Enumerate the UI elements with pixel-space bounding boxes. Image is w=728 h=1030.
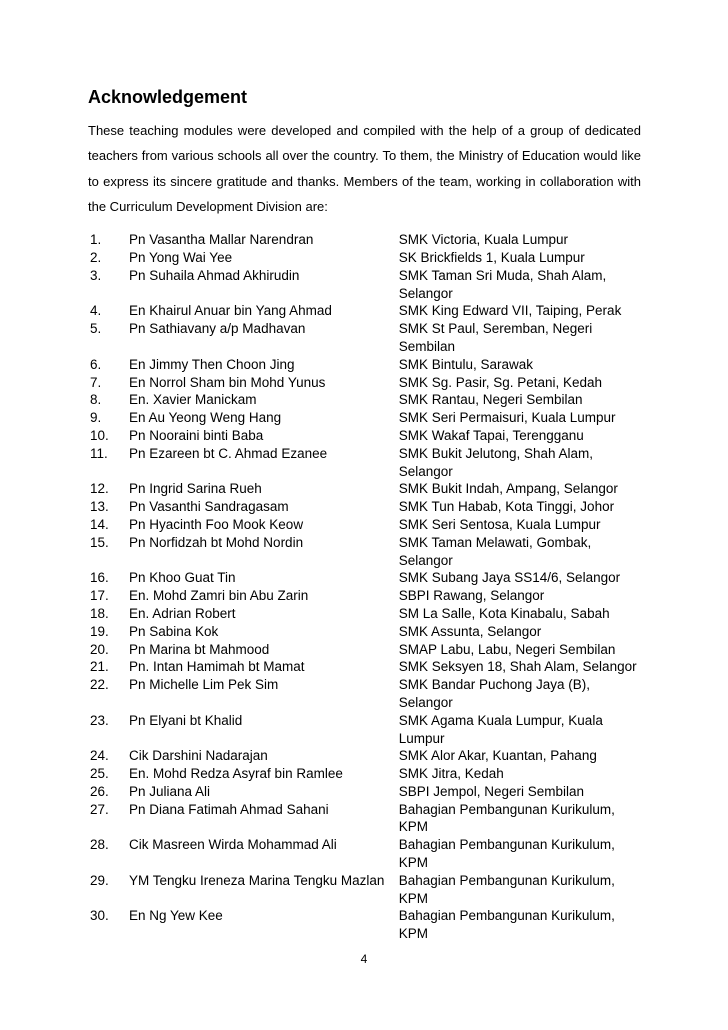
- member-number: 23.: [90, 712, 109, 728]
- member-school: SBPI Rawang, Selangor: [398, 588, 545, 604]
- member-row: [90, 712, 641, 748]
- intro-paragraph: These teaching modules were developed and compiled with the help of a group of dedicated teachers from various schools all over the country. To them, the Ministry of Education would like to express its sincere gratitude and thanks. Members of the team, working in collaboration with the Curriculum Development Division are:: [88, 123, 641, 214]
- member-name: Pn Vasanthi Sandragasam: [128, 499, 289, 515]
- member-row: [90, 658, 641, 676]
- member-name: Cik Masreen Wirda Mohammad Ali: [128, 837, 337, 853]
- document-page: [88, 86, 641, 943]
- member-number: 29.: [90, 872, 109, 888]
- member-number: 22.: [90, 677, 109, 693]
- member-number: 30.: [90, 908, 109, 924]
- member-school: Bahagian Pembangunan Kurikulum, KPM: [398, 908, 615, 942]
- member-school: SMAP Labu, Labu, Negeri Sembilan: [398, 641, 616, 657]
- member-name: Pn Diana Fatimah Ahmad Sahani: [128, 801, 329, 817]
- member-row: [90, 534, 641, 570]
- page-number: 4: [360, 952, 368, 966]
- member-name: En Ng Yew Kee: [128, 908, 223, 924]
- member-name: Pn Sathiavany a/p Madhavan: [128, 321, 306, 337]
- member-name: Pn Ingrid Sarina Rueh: [128, 481, 262, 497]
- member-name: Pn Elyani bt Khalid: [128, 712, 243, 728]
- member-school: SM La Salle, Kota Kinabalu, Sabah: [398, 605, 610, 621]
- member-number: 21.: [90, 659, 109, 675]
- member-school: SMK Taman Melawati, Gombak, Selangor: [398, 534, 592, 568]
- member-row: [90, 427, 641, 445]
- member-name: YM Tengku Ireneza Marina Tengku Mazlan: [128, 872, 385, 888]
- member-number: 18.: [90, 605, 109, 621]
- member-school: SMK Victoria, Kuala Lumpur: [398, 232, 569, 248]
- member-number: 2.: [90, 249, 102, 265]
- member-number: 7.: [90, 374, 102, 390]
- member-number: 14.: [90, 516, 109, 532]
- member-row: [90, 320, 641, 356]
- member-row: [90, 409, 641, 427]
- member-number: 1.: [90, 232, 102, 248]
- member-school: SMK St Paul, Seremban, Negeri Sembilan: [398, 321, 593, 354]
- member-row: [90, 587, 641, 605]
- member-row: [90, 836, 641, 872]
- member-number: 25.: [90, 766, 109, 782]
- member-school: SMK Alor Akar, Kuantan, Pahang: [398, 748, 597, 764]
- member-name: Pn Ezareen bt C. Ahmad Ezanee: [128, 445, 328, 461]
- member-school: SMK Seri Sentosa, Kuala Lumpur: [398, 516, 601, 532]
- member-row: [90, 872, 641, 908]
- member-row: [90, 516, 641, 534]
- member-row: [90, 231, 641, 249]
- member-name: Pn Vasantha Mallar Narendran: [128, 232, 314, 248]
- member-school: SK Brickfields 1, Kuala Lumpur: [398, 249, 585, 265]
- member-number: 19.: [90, 623, 109, 639]
- member-row: [90, 267, 641, 303]
- member-number: 10.: [90, 427, 109, 443]
- member-name: En Norrol Sham bin Mohd Yunus: [128, 374, 326, 390]
- member-school: SMK Assunta, Selangor: [398, 623, 542, 639]
- member-number: 28.: [90, 837, 109, 853]
- member-number: 27.: [90, 801, 109, 817]
- member-name: Cik Darshini Nadarajan: [128, 748, 268, 764]
- member-school: SMK Sg. Pasir, Sg. Petani, Kedah: [398, 374, 603, 390]
- member-school: Bahagian Pembangunan Kurikulum, KPM: [398, 872, 615, 906]
- member-school: SBPI Jempol, Negeri Sembilan: [398, 783, 585, 799]
- member-name: En Khairul Anuar bin Yang Ahmad: [128, 303, 332, 319]
- member-row: [90, 302, 641, 320]
- member-row: [90, 498, 641, 516]
- member-school: SMK Agama Kuala Lumpur, Kuala Lumpur: [398, 712, 603, 746]
- member-name: Pn Yong Wai Yee: [128, 249, 233, 265]
- member-name: Pn Nooraini binti Baba: [128, 427, 264, 443]
- member-name: Pn Marina bt Mahmood: [128, 641, 270, 657]
- member-name: Pn Michelle Lim Pek Sim: [128, 677, 279, 693]
- member-number: 16.: [90, 570, 109, 586]
- page-title: Acknowledgement: [88, 87, 248, 107]
- member-name: En. Xavier Manickam: [128, 392, 257, 408]
- member-table: [90, 231, 641, 943]
- member-name: En. Mohd Redza Asyraf bin Ramlee: [128, 766, 343, 782]
- member-school: SMK Jitra, Kedah: [398, 766, 504, 782]
- member-row: [90, 783, 641, 801]
- member-number: 17.: [90, 588, 109, 604]
- member-school: SMK Bandar Puchong Jaya (B), Selangor: [398, 677, 591, 710]
- member-number: 6.: [90, 356, 102, 372]
- member-school: SMK Rantau, Negeri Sembilan: [398, 392, 583, 408]
- member-name: En. Adrian Robert: [128, 605, 236, 621]
- member-row: [90, 801, 641, 837]
- member-row: [90, 623, 641, 641]
- member-number: 5.: [90, 321, 102, 337]
- member-school: SMK Bintulu, Sarawak: [398, 356, 534, 372]
- member-number: 3.: [90, 267, 102, 283]
- member-number: 13.: [90, 499, 109, 515]
- member-list: [90, 231, 641, 943]
- member-name: En. Mohd Zamri bin Abu Zarin: [128, 588, 309, 604]
- member-number: 8.: [90, 392, 102, 408]
- member-row: [90, 480, 641, 498]
- member-name: En Jimmy Then Choon Jing: [128, 356, 295, 372]
- member-school: SMK Taman Sri Muda, Shah Alam, Selangor: [398, 267, 607, 301]
- member-name: Pn Hyacinth Foo Mook Keow: [128, 516, 304, 532]
- member-school: SMK Bukit Jelutong, Shah Alam, Selangor: [398, 445, 594, 479]
- member-school: SMK Tun Habab, Kota Tinggi, Johor: [398, 499, 615, 515]
- member-name: Pn Norfidzah bt Mohd Nordin: [128, 534, 304, 550]
- member-school: SMK Seri Permaisuri, Kuala Lumpur: [398, 410, 616, 426]
- member-number: 9.: [90, 410, 102, 426]
- member-number: 11.: [90, 445, 108, 461]
- member-row: [90, 765, 641, 783]
- member-name: Pn Juliana Ali: [128, 783, 211, 799]
- member-name: Pn. Intan Hamimah bt Mamat: [128, 659, 305, 675]
- member-row: [90, 391, 641, 409]
- member-row: [90, 676, 641, 712]
- member-number: 20.: [90, 641, 109, 657]
- member-row: [90, 907, 641, 943]
- member-school: SMK Bukit Indah, Ampang, Selangor: [398, 481, 618, 497]
- member-row: [90, 641, 641, 659]
- member-row: [90, 569, 641, 587]
- member-name: En Au Yeong Weng Hang: [128, 410, 282, 426]
- member-number: 26.: [90, 783, 109, 799]
- member-school: SMK Seksyen 18, Shah Alam, Selangor: [398, 659, 637, 675]
- member-row: [90, 605, 641, 623]
- member-row: [90, 374, 641, 392]
- member-name: Pn Khoo Guat Tin: [128, 570, 236, 586]
- member-number: 15.: [90, 534, 109, 550]
- member-school: SMK Subang Jaya SS14/6, Selangor: [398, 570, 621, 586]
- member-number: 4.: [90, 303, 102, 319]
- member-school: SMK King Edward VII, Taiping, Perak: [398, 303, 622, 319]
- member-school: Bahagian Pembangunan Kurikulum, KPM: [398, 801, 615, 835]
- member-number: 12.: [90, 481, 109, 497]
- member-name: Pn Suhaila Ahmad Akhirudin: [128, 267, 300, 283]
- member-number: 24.: [90, 748, 109, 764]
- member-name: Pn Sabina Kok: [128, 623, 219, 639]
- member-row: [90, 249, 641, 267]
- member-row: [90, 747, 641, 765]
- member-row: [90, 445, 641, 481]
- member-row: [90, 356, 641, 374]
- member-school: Bahagian Pembangunan Kurikulum, KPM: [398, 837, 615, 871]
- member-school: SMK Wakaf Tapai, Terengganu: [398, 427, 584, 443]
